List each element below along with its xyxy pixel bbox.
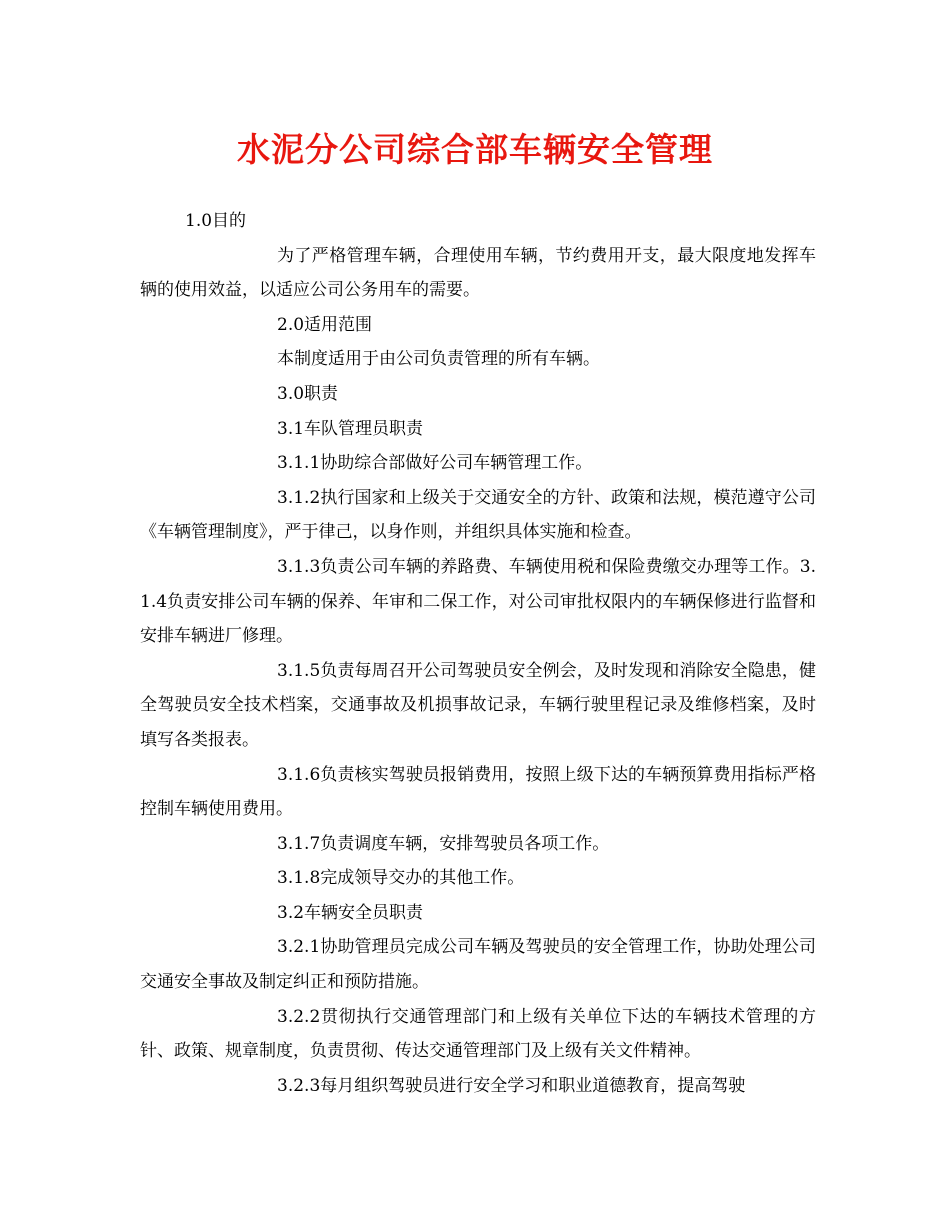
paragraph: 3.1.2执行国家和上级关于交通安全的方针、政策和法规，模范遵守公司《车辆管理制度》，严于律己，以身作则，并组织具体实施和检查。 <box>140 487 816 543</box>
paragraph: 3.1.1协助综合部做好公司车辆管理工作。 <box>277 453 593 474</box>
document-body <box>140 204 816 1103</box>
paragraph: 1.0目的 <box>185 211 247 231</box>
paragraph: 3.1.7负责调度车辆，安排驾驶员各项工作。 <box>277 833 610 854</box>
paragraph: 2.0适用范围 <box>277 314 373 335</box>
paragraph: 3.0职责 <box>277 383 339 404</box>
document-title: 水泥分公司综合部车辆安全管理 <box>237 130 713 169</box>
paragraph: 3.2车辆安全员职责 <box>277 902 424 923</box>
paragraph: 3.1.6负责核实驾驶员报销费用，按照上级下达的车辆预算费用指标严格控制车辆使用费用。 <box>140 764 816 820</box>
paragraph: 3.2.2贯彻执行交通管理部门和上级有关单位下达的车辆技术管理的方针、政策、规章制度，负责贯彻、传达交通管理部门及上级有关文件精神。 <box>140 1006 816 1062</box>
paragraph: 为了严格管理车辆，合理使用车辆，节约费用开支，最大限度地发挥车辆的使用效益，以适应公司公务用车的需要。 <box>140 245 816 301</box>
paragraph: 3.1.3负责公司车辆的养路费、车辆使用税和保险费缴交办理等工作。3.1.4负责安排公司车辆的保养、年审和二保工作，对公司审批权限内的车辆保修进行监督和安排车辆进厂修理。 <box>140 556 816 647</box>
paragraph: 本制度适用于由公司负责管理的所有车辆。 <box>277 349 600 370</box>
paragraph: 3.1.8完成领导交办的其他工作。 <box>277 868 525 889</box>
paragraph: 3.2.3每月组织驾驶员进行安全学习和职业道德教育，提高驾驶 <box>277 1075 746 1096</box>
paragraph: 3.2.1协助管理员完成公司车辆及驾驶员的安全管理工作，协助处理公司交通安全事故及制定纠正和预防措施。 <box>140 937 816 993</box>
paragraph: 3.1.5负责每周召开公司驾驶员安全例会，及时发现和消除安全隐患，健全驾驶员安全技术档案，交通事故及机损事故记录，车辆行驶里程记录及维修档案，及时填写各类报表。 <box>140 660 816 750</box>
paragraph: 3.1车队管理员职责 <box>277 418 424 439</box>
